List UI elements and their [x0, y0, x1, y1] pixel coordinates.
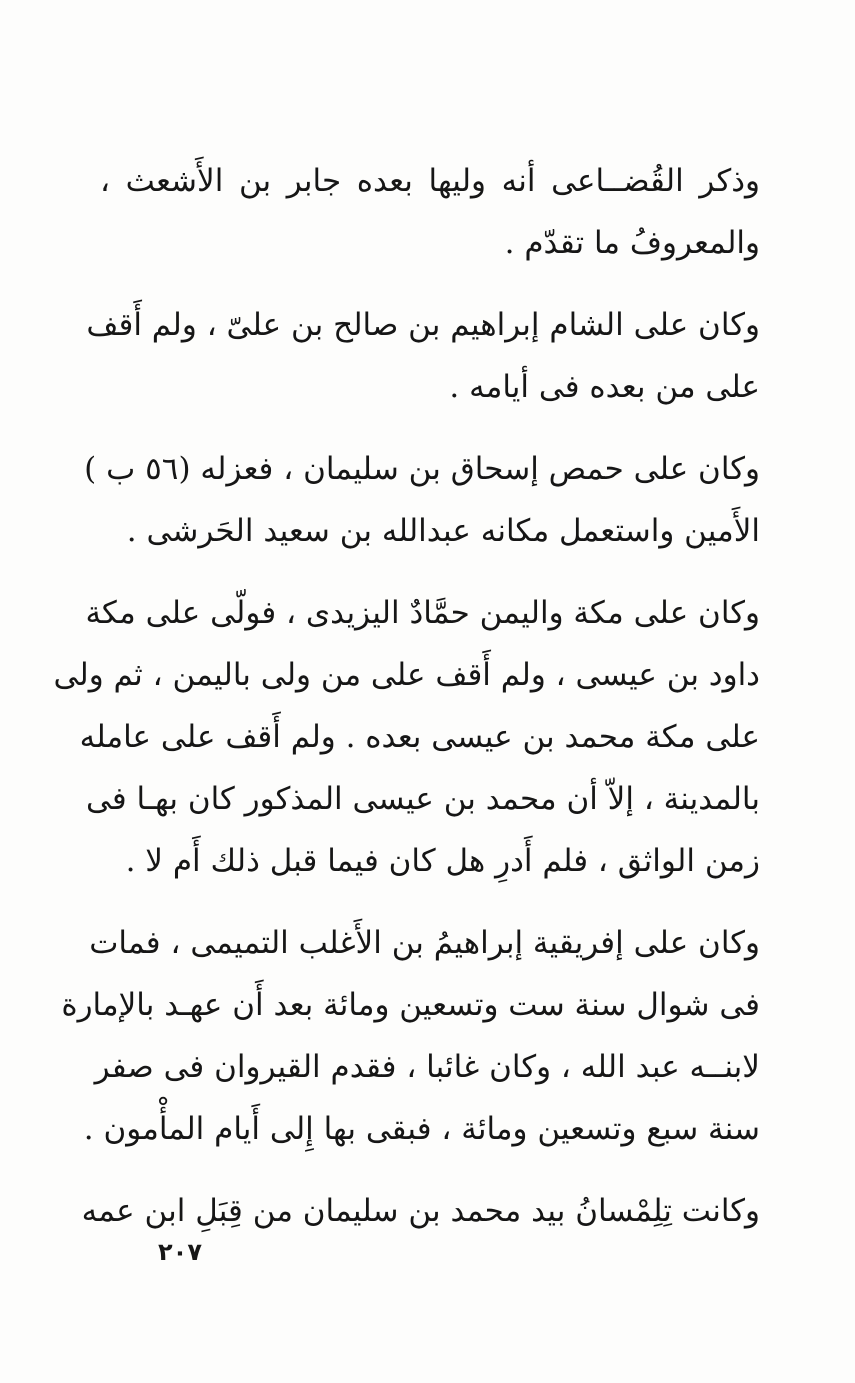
text-line: وكان على الشام إبراهيم بن صالح بن علىّ ، ولم أَقف	[86, 307, 760, 343]
text-line: داود بن عيسى ، ولم أَقف على من ولى باليمن ، ثم ولى	[53, 657, 760, 693]
text-line: وكانت تِلِمْسانُ بيد محمد بن سليمان من قِبَلِ ابن عمه	[81, 1193, 760, 1229]
paragraph-jaber	[100, 150, 760, 274]
text-line: والمعروفُ ما تقدّم .	[504, 225, 760, 261]
text-line: سنة سبع وتسعين ومائة ، فبقى بها إِلى أَيام المأْمون .	[83, 1111, 760, 1147]
text-line: على مكة محمد بن عيسى بعده . ولم أَقف على عامله	[79, 719, 760, 755]
text-line: زمن الواثق ، فلم أَدرِ هل كان فيما قبل ذلك أَم لا .	[125, 843, 760, 879]
text-line: على من بعده فى أيامه .	[449, 369, 760, 405]
text-line: الأَمين واستعمل مكانه عبدالله بن سعيد الحَرشى .	[126, 513, 760, 549]
text-line: فى شوال سنة ست وتسعين ومائة بعد أَن عهـد بالإمارة	[61, 987, 760, 1023]
text-line: وكان على إفريقية إبراهيمُ بن الأَغلب التميمى ، فمات	[89, 925, 760, 961]
paragraph-homs	[84, 438, 760, 562]
paragraph-sham	[86, 294, 760, 418]
paragraph-mecca	[53, 582, 760, 892]
text-line: وذكر القُضــاعى أنه وليها بعده جابر بن الأَشعث ،	[100, 163, 760, 199]
text-line: وكان على حمص إسحاق بن سليمان ، فعزله (٥٦ ب )	[84, 451, 760, 487]
text-line: لابنــه عبد الله ، وكان غائبا ، فقدم القيروان فى صفر	[94, 1049, 760, 1085]
text-line: بالمدينة ، إلاّ أن محمد بن عيسى المذكور كان بهـا فى	[86, 781, 760, 817]
paragraph-ifriqiya	[61, 912, 760, 1160]
text-line: وكان على مكة واليمن حمَّادٌ اليزيدى ، فولّى على مكة	[85, 595, 760, 631]
body-text	[53, 150, 760, 1262]
page-number: ٢٠٧	[158, 1238, 202, 1266]
